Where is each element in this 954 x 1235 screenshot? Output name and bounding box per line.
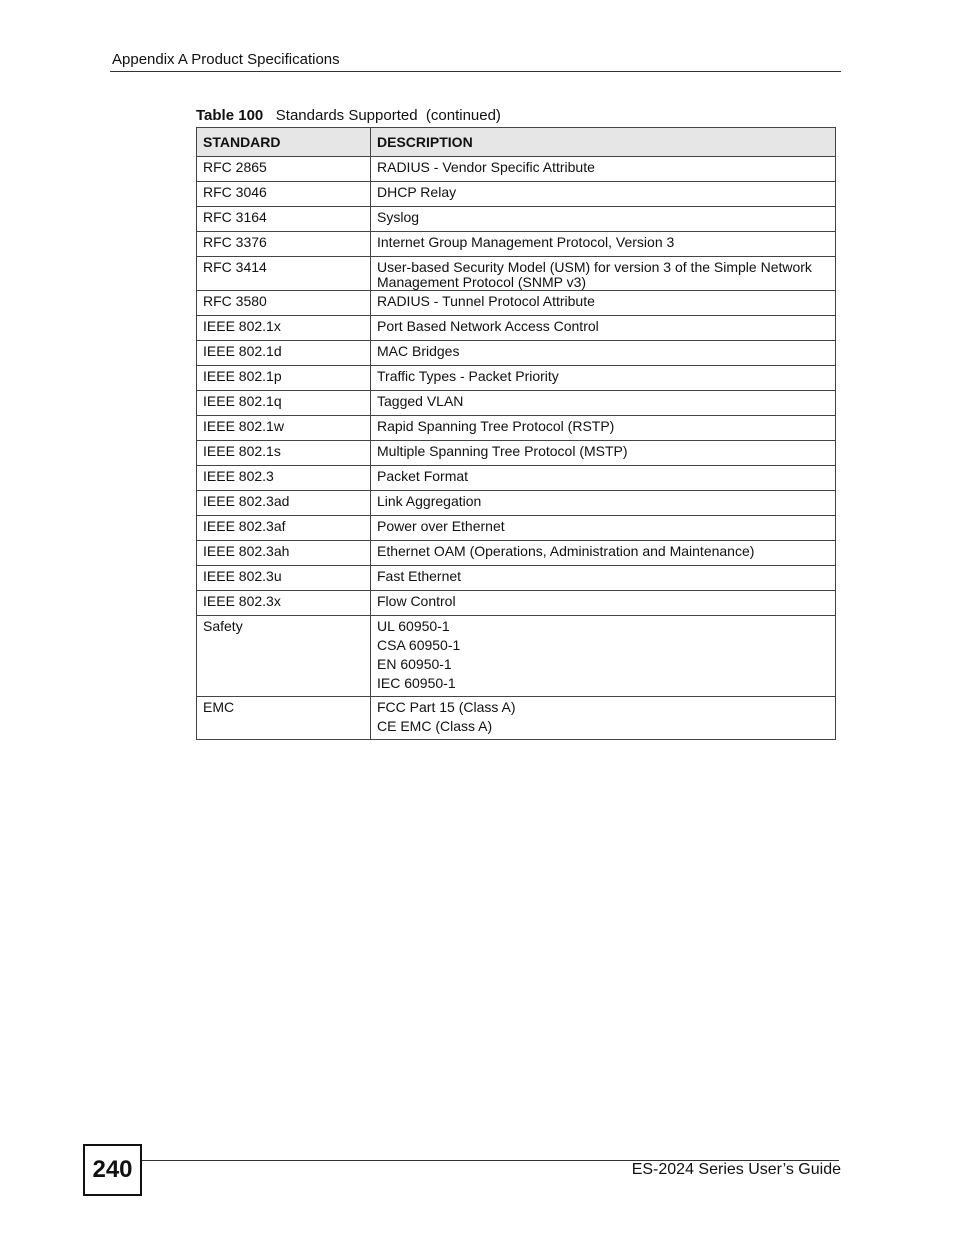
standard-cell: RFC 3164 <box>197 207 371 232</box>
description-line: DHCP Relay <box>377 184 457 200</box>
table-row <box>197 366 836 391</box>
standard-cell: IEEE 802.1q <box>197 391 371 416</box>
table-row <box>197 441 836 466</box>
standard-cell: IEEE 802.1x <box>197 316 371 341</box>
standard-cell: RFC 2865 <box>197 157 371 182</box>
description-cell <box>371 416 836 441</box>
description-line: Ethernet OAM (Operations, Administration and Maintenance) <box>377 543 755 559</box>
description-line: Traffic Types - Packet Priority <box>377 368 559 384</box>
description-cell <box>371 366 836 391</box>
description-cell <box>371 491 836 516</box>
table-caption <box>196 107 501 124</box>
table-caption-text: Standards Supported (continued) <box>275 107 501 124</box>
header-rule <box>110 71 841 72</box>
description-cell <box>371 341 836 366</box>
description-cell <box>371 207 836 232</box>
table-row <box>197 257 836 291</box>
table-row <box>197 157 836 182</box>
description-line: Tagged VLAN <box>377 393 464 409</box>
standard-cell: IEEE 802.3af <box>197 516 371 541</box>
description-cell <box>371 616 836 697</box>
table-row <box>197 316 836 341</box>
table-row <box>197 207 836 232</box>
description-line: Fast Ethernet <box>377 568 462 584</box>
description-cell <box>371 391 836 416</box>
description-line: IEC 60950-1 <box>377 675 456 691</box>
guide-title: ES-2024 Series User’s Guide <box>631 1161 841 1178</box>
description-cell <box>371 466 836 491</box>
description-line: Flow Control <box>377 593 456 609</box>
running-header: Appendix A Product Specifications <box>112 51 340 68</box>
description-line: Rapid Spanning Tree Protocol (RSTP) <box>377 418 615 434</box>
description-cell <box>371 541 836 566</box>
description-cell <box>371 257 836 291</box>
description-line: UL 60950-1 <box>377 618 450 634</box>
table-row <box>197 416 836 441</box>
description-line: RADIUS - Tunnel Protocol Attribute <box>377 293 595 309</box>
column-header-standard: STANDARD <box>197 128 371 157</box>
description-line: Port Based Network Access Control <box>377 318 599 334</box>
standard-cell: IEEE 802.3u <box>197 566 371 591</box>
description-line: User-based Security Model (USM) for version 3 of the Simple Network Management Protocol (SNMP v3) <box>377 259 812 290</box>
standard-cell: RFC 3046 <box>197 182 371 207</box>
description-cell <box>371 291 836 316</box>
standard-cell: IEEE 802.1d <box>197 341 371 366</box>
table-row <box>197 182 836 207</box>
description-line: Syslog <box>377 209 420 225</box>
table-row <box>197 566 836 591</box>
standard-cell: IEEE 802.3x <box>197 591 371 616</box>
description-line: Multiple Spanning Tree Protocol (MSTP) <box>377 443 628 459</box>
description-line: RADIUS - Vendor Specific Attribute <box>377 159 595 175</box>
description-cell <box>371 182 836 207</box>
table-row <box>197 697 836 740</box>
description-line: CE EMC (Class A) <box>377 718 493 734</box>
standard-cell: RFC 3376 <box>197 232 371 257</box>
table-row <box>197 516 836 541</box>
description-line: CSA 60950-1 <box>377 637 461 653</box>
table-header-row <box>197 128 836 157</box>
description-line: Internet Group Management Protocol, Version 3 <box>377 234 675 250</box>
description-cell <box>371 591 836 616</box>
page-number: 240 <box>92 1156 133 1183</box>
description-cell <box>371 441 836 466</box>
description-line: Packet Format <box>377 468 469 484</box>
standard-cell: IEEE 802.1w <box>197 416 371 441</box>
description-line: Link Aggregation <box>377 493 482 509</box>
description-line: FCC Part 15 (Class A) <box>377 699 516 715</box>
standard-cell: Safety <box>197 616 371 697</box>
table-caption-number: Table 100 <box>196 107 264 124</box>
description-cell <box>371 566 836 591</box>
standard-cell: RFC 3580 <box>197 291 371 316</box>
table-row <box>197 541 836 566</box>
standard-cell: EMC <box>197 697 371 740</box>
table-row <box>197 391 836 416</box>
standard-cell: IEEE 802.3 <box>197 466 371 491</box>
description-cell <box>371 697 836 740</box>
standard-cell: IEEE 802.1p <box>197 366 371 391</box>
table-row <box>197 491 836 516</box>
standard-cell: IEEE 802.3ad <box>197 491 371 516</box>
standard-cell: RFC 3414 <box>197 257 371 291</box>
column-header-description: DESCRIPTION <box>371 128 836 157</box>
page-number-box <box>83 1144 142 1196</box>
description-line: EN 60950-1 <box>377 656 452 672</box>
description-cell <box>371 516 836 541</box>
table-row <box>197 466 836 491</box>
description-line: MAC Bridges <box>377 343 460 359</box>
description-cell <box>371 316 836 341</box>
table-row <box>197 341 836 366</box>
standard-cell: IEEE 802.3ah <box>197 541 371 566</box>
table-row <box>197 291 836 316</box>
table-row <box>197 591 836 616</box>
standards-table <box>196 127 836 740</box>
description-cell <box>371 232 836 257</box>
table-body <box>197 157 836 740</box>
table-row <box>197 232 836 257</box>
standard-cell: IEEE 802.1s <box>197 441 371 466</box>
description-line: Power over Ethernet <box>377 518 505 534</box>
description-cell <box>371 157 836 182</box>
table-row <box>197 616 836 697</box>
